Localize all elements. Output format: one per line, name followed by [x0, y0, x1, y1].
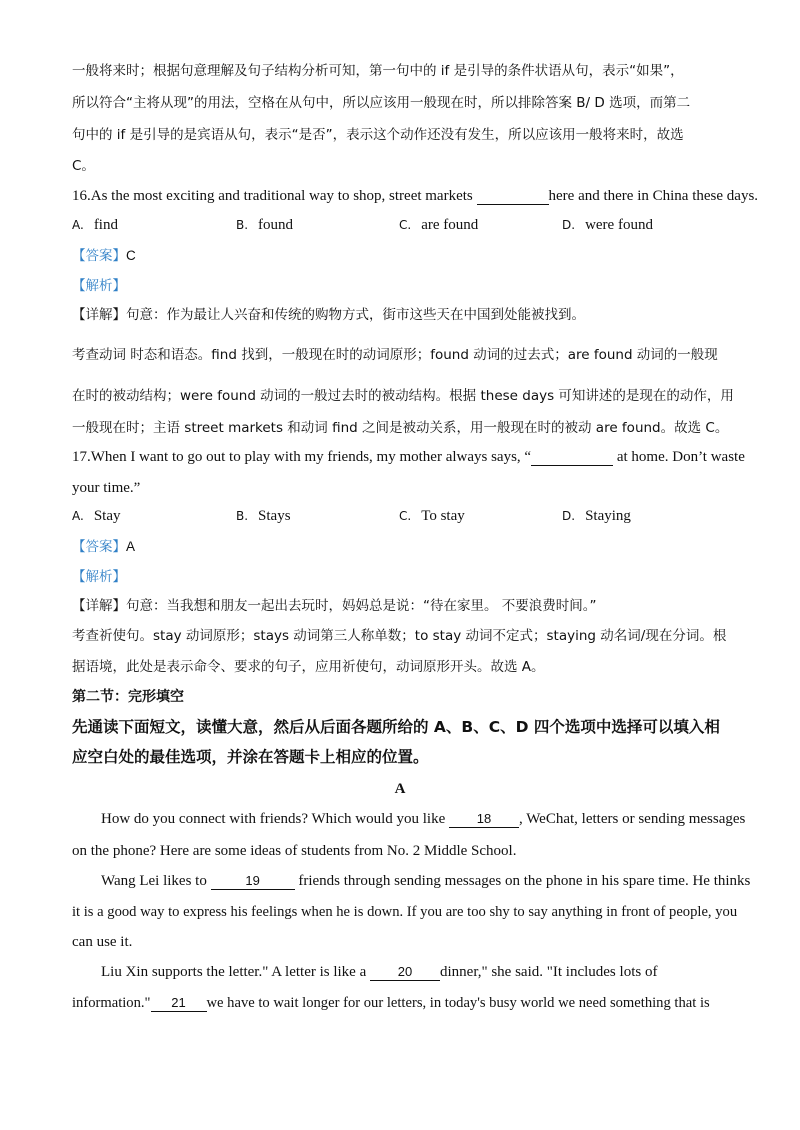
q16-answer-value: C [126, 248, 136, 263]
q16-blank [477, 188, 549, 205]
q16-option-d: D. were found [562, 217, 653, 233]
q16-option-a: A. find [72, 217, 118, 233]
q17-blank [531, 449, 613, 466]
explanation-line: 所以符合“主将从现”的用法，空格在从句中，所以应该用一般现在时，所以排除答案 B/ D 选项，而第二 [72, 95, 691, 111]
explanation-line: 句中的 if 是引导的是宾语从句，表示“是否”，表示这个动作还没有发生，所以应该用一般将来时，故选 [72, 127, 684, 143]
passage-p1-line2: on the phone? Here are some ideas of students from No. 2 Middle School. [72, 843, 517, 859]
explanation-line: C。 [72, 158, 95, 174]
passage-p3-line1: Liu Xin supports the letter." A letter is like a 20 dinner," she said. "It includes lots of [101, 964, 658, 980]
passage-p2-line2: it is a good way to express his feelings when he is down. If you are too shy to say anything in front of people, you [72, 904, 738, 920]
q17-analysis-label: 【解析】 [72, 569, 126, 585]
passage-p1-line1: How do you connect with friends? Which would you like 18 , WeChat, letters or sending messages [101, 811, 746, 827]
blank-19[interactable]: 19 [211, 873, 295, 890]
instruction-line: 先通读下面短文，读懂大意，然后从后面各题所给的 A、B、C、D 四个选项中选择可以填入相 [72, 718, 720, 736]
q16-answer-label: 【答案】 [72, 248, 126, 264]
q17-explain-line: 考查祈使句。stay 动词原形；stays 动词第三人称单数；to stay 动词不定式；staying 动名词/现在分词。根 [72, 628, 727, 644]
q16-option-c: C. are found [399, 217, 479, 233]
passage-p2-line1: Wang Lei likes to 19 friends through sending messages on the phone in his spare time. He thinks [101, 873, 751, 889]
q16-explain-line: 考查动词 时态和语态。find 找到，一般现在时的动词原形；found 动词的过去式；are found 动词的一般现 [72, 347, 718, 363]
q17-option-d: D. Staying [562, 508, 631, 524]
q17-option-c: C. To stay [399, 508, 465, 524]
q17-option-b: B. Stays [236, 508, 291, 524]
q17-stem-before: 17.When I want to go out to play with my friends, my mother always says, “ [72, 449, 532, 465]
q16-stem-before: 16.As the most exciting and traditional way to shop, street markets [72, 188, 477, 204]
passage-p3-line2: information." 21 we have to wait longer for our letters, in today's busy world we need something that is [72, 995, 710, 1011]
q17-explain-line: 据语境，此处是表示命令、要求的句子，应用祈使句，动词原形开头。故选 A。 [72, 659, 545, 675]
section-title: 第二节：完形填空 [72, 689, 184, 705]
q17-option-a: A. Stay [72, 508, 121, 524]
q17-detail: 【详解】句意：当我想和朋友一起出去玩时，妈妈总是说：“待在家里。 不要浪费时间。” [72, 598, 597, 614]
passage-p2-line3: can use it. [72, 934, 133, 950]
explanation-line: 一般将来时；根据句意理解及句子结构分析可知，第一句中的 if 是引导的条件状语从句，表示“如果”， [72, 63, 684, 79]
q17-stem-after: at home. Don’t waste [613, 449, 745, 465]
q16-option-b: B. found [236, 217, 294, 233]
q16-explain-line: 在时的被动结构；were found 动词的一般过去时的被动结构。根据 these days 可知讲述的是现在的动作，用 [72, 388, 734, 404]
question-16-stem [72, 187, 758, 205]
q17-answer-label: 【答案】 [72, 539, 126, 555]
q17-stem-line2: your time.” [72, 480, 141, 496]
blank-18[interactable]: 18 [449, 811, 519, 828]
blank-20[interactable]: 20 [370, 964, 440, 981]
q16-answer [72, 247, 136, 265]
q16-explain-line: 一般现在时；主语 street markets 和动词 find 之间是被动关系，用一般现在时的被动 are found。故选 C。 [72, 420, 729, 436]
q17-answer-value: A [126, 539, 136, 554]
question-17-stem [72, 448, 745, 466]
q16-options [72, 217, 728, 237]
passage-label: A [394, 781, 406, 797]
blank-21[interactable]: 21 [151, 995, 207, 1012]
q16-stem-after: here and there in China these days. [548, 188, 759, 204]
q16-detail: 【详解】句意：作为最让人兴奋和传统的购物方式，街市这些天在中国到处能被找到。 [72, 307, 585, 323]
instruction-line: 应空白处的最佳选项，并涂在答题卡上相应的位置。 [72, 748, 429, 766]
q16-analysis-label: 【解析】 [72, 278, 126, 294]
q17-options [72, 508, 728, 528]
q17-answer [72, 538, 135, 556]
